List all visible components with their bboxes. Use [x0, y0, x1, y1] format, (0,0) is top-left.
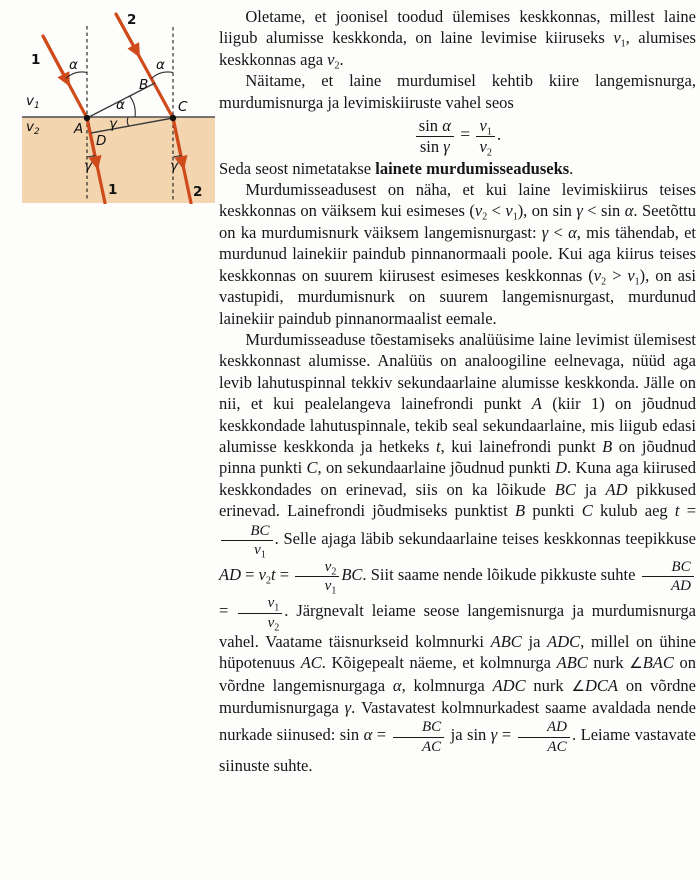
text-run: BC	[671, 558, 691, 575]
inline-fraction	[219, 522, 275, 561]
text-run: DCA	[584, 675, 618, 695]
text-run: v	[505, 201, 513, 221]
incident-ray-1-arrow	[43, 36, 68, 83]
text-run: 1	[274, 602, 280, 614]
article-text-column	[219, 6, 696, 776]
discussion-paragraph: Murdumisseadusest on näha, et kui laine levimiskiirus teises keskkonnas on väiksem kui esimeses $(v_2 < v_1)$, on sin γ < sin α. Seetõttu on ka murdumisnurk väiksem langemisnurgast: γ < α, mis tähendab, et murdunud lainekiir paindub pinnanormaali poole. Kui aga kiirus teises keskkonnas on suurem kiirusest esimeses keskkonnas $(v_2 > v_1)$, on asi vastupidi, murdumisnurk on suurem langemisnurgast, murdunud lainekiir paindub pinnanormaalist eemale.	[219, 180, 697, 328]
text-run: v	[254, 541, 261, 558]
text-run: AC	[421, 738, 442, 755]
text-run: AD	[671, 578, 691, 595]
point-C-dot	[170, 115, 176, 121]
gamma-label-bottom-left: γ	[84, 158, 92, 174]
text-run: t	[674, 501, 680, 521]
alpha-label-middle: α	[116, 97, 125, 113]
intro-paragraph: Oletame, et joonisel toodud ülemises keskkonnas, millest laine liigub alumisse keskkonda, on laine levimise kiiruseks $v_1$, alumises keskkonnas aga $v_2$.	[219, 7, 696, 72]
text-run: BAC	[642, 653, 674, 673]
text-run: BC	[250, 522, 270, 539]
text-run: 2	[601, 276, 607, 288]
refraction-figure	[20, 2, 216, 204]
text-run: α	[363, 725, 373, 745]
text-run: v	[593, 265, 602, 285]
text-run: v	[613, 28, 621, 48]
text-run: γ	[490, 725, 498, 745]
velocity-2-label: $v_2$	[26, 119, 40, 137]
text-run: 1	[260, 549, 266, 561]
text-run: A	[531, 394, 542, 414]
text-run: ∠	[571, 676, 585, 695]
velocity-1-label: $v_1$	[26, 93, 40, 111]
text-run: v	[258, 564, 266, 584]
text-run: AD	[605, 479, 628, 499]
text-run: D	[555, 458, 568, 478]
text-run: 2	[486, 147, 492, 159]
text-run: v	[267, 614, 275, 631]
inline-fraction: $\frac{\text{sin α}}{\text{sin γ}}$	[414, 116, 456, 156]
text-run: 2	[266, 575, 271, 587]
proof-paragraph: Murdumisseaduse tõestamiseks analüüsime laine levimist ülemisest keskkonnast alumisse. Analüüs on analoogiline eelnevaga, nüüd aga levib lahutuspinnal tekkiv sekundaarlaine alumisse keskkonda. Jälle on nii, et kui pealelangeva lainefrondi punkt A (kiir 1) on jõudnud keskkondade lahutuspinnale, tekib seal sekundaarlaine, mis liigub edasi alumisse keskkonda ja hetkeks t, kui lainefrondi punkt B on jõudnud pinna punkti C, on sekundaarlaine jõudnud punkti D. Kuna aga kiirused keskkondades on erinevad, siis on ka lõikude BC ja AD pikkused erinevad. Lainefrondi jõudmiseks punktist B punkti C kulub aeg t = $\frac{BC}{v_1}$ . Selle ajaga läbib sekundaarlaine teises keskkonnas teepikkuse AD = $v_2t$ = $\frac{v_2}{v_1}$ BC. Siit saame nende lõikude pikkuste suhte $\frac{BC}{AD}$ = $\frac{v_1}{v_2}$ . Järgnevalt leiame seose langemisnurga ja murdumisnurga vahel. Vaatame täisnurkseid kolmnurki ABC ja ADC, millel on ühine hüpotenuus AC. Kõigepealt näeme, et kolmnurga ABC nurk ∠BAC on võrdne langemisnurgaga α, kolmnurga ADC nurk ∠DCA on võrdne murdumisnurgaga γ. Vastavatest kolmnurkadest saame avaldada nende nurkade siinused: sin α = $\frac{BC}{AC}$ ja sin γ = $\frac{AD}{AC}$ . Leiame vastavate siinuste suhte.	[219, 329, 697, 775]
text-run: γ	[344, 697, 352, 717]
text-run: v	[627, 265, 635, 285]
inline-fraction	[236, 594, 284, 633]
text-run: BC	[421, 719, 442, 736]
text-run: ∠	[629, 654, 643, 673]
text-run: C	[306, 458, 318, 478]
alpha-label-left: α	[69, 57, 78, 73]
point-C-label: C	[178, 99, 188, 115]
text-run: α	[624, 201, 634, 221]
refraction-diagram	[20, 2, 216, 204]
statement-paragraph: Näitame, et laine murdumisel kehtib kiire langemisnurga, murdumisnurga ja levimiskiiruste vahel seos	[219, 71, 696, 112]
text-run: v	[327, 49, 335, 69]
ray-1-bottom-label: 1	[108, 182, 118, 198]
text-run: v	[324, 558, 332, 575]
text-run: B	[515, 501, 526, 521]
ray-1-top-label: 1	[31, 52, 41, 68]
text-run: 1	[331, 585, 337, 597]
gamma-label-middle: γ	[109, 116, 117, 132]
text-run: ABC	[556, 653, 588, 673]
text-run: v	[474, 201, 483, 221]
text-run: ADC	[492, 675, 526, 695]
text-run: 2	[334, 60, 340, 72]
text-run: 1	[512, 211, 518, 223]
point-A-label: A	[74, 121, 84, 137]
inline-fraction	[516, 718, 572, 754]
text-run: 2	[331, 566, 337, 578]
inline-fraction	[474, 116, 496, 159]
point-A-dot	[84, 115, 90, 121]
alpha-label-right: α	[156, 57, 165, 73]
point-B-label: B	[139, 77, 149, 93]
alpha-arc-middle	[130, 96, 136, 117]
text-run: α	[392, 675, 402, 695]
text-run: γ	[443, 136, 450, 156]
text-run: BC	[554, 479, 576, 499]
text-run: AC	[547, 738, 567, 755]
text-run: 1	[634, 276, 640, 288]
text-run: α	[442, 116, 451, 136]
text-run: v	[324, 578, 332, 595]
text-run: 1	[486, 126, 492, 138]
law-name-paragraph: Seda seost nimetatakse lainete murdumisseaduseks.	[219, 158, 574, 178]
text-run: t	[435, 436, 441, 456]
ray-2-bottom-label: 2	[193, 184, 203, 200]
text-run: 1	[620, 38, 626, 50]
text-run: B	[602, 436, 613, 456]
lower-medium-region	[22, 117, 215, 203]
text-run: v	[267, 595, 275, 612]
inline-fraction	[391, 718, 447, 754]
text-run: v	[479, 116, 487, 136]
text-run: v	[479, 136, 487, 156]
inline-fraction	[293, 558, 341, 597]
text-run: AD	[219, 564, 241, 584]
text-run: AD	[547, 719, 568, 736]
gamma-label-bottom-right: γ	[170, 158, 178, 174]
text-run: γ	[541, 222, 549, 242]
text-run: 2	[274, 622, 280, 633]
ray-2-top-label: 2	[127, 12, 137, 28]
text-run: BC	[341, 564, 363, 584]
text-run: α	[568, 222, 577, 242]
text-run: 2	[482, 211, 488, 223]
text-run: C	[581, 501, 593, 521]
inline-fraction	[640, 558, 696, 594]
text-run: lainete murdumisseaduseks	[375, 158, 570, 178]
refraction-law-equation: $\frac{\text{sin α}}{\text{sin γ}}$ = $\frac{v_1}{v_2}$ .	[219, 116, 696, 156]
text-run: ADC	[547, 631, 581, 651]
text-run: ABC	[490, 631, 522, 651]
text-run: t	[271, 564, 276, 584]
point-D-label: D	[96, 133, 107, 149]
text-run: AC	[300, 653, 322, 673]
text-run: γ	[576, 201, 583, 221]
